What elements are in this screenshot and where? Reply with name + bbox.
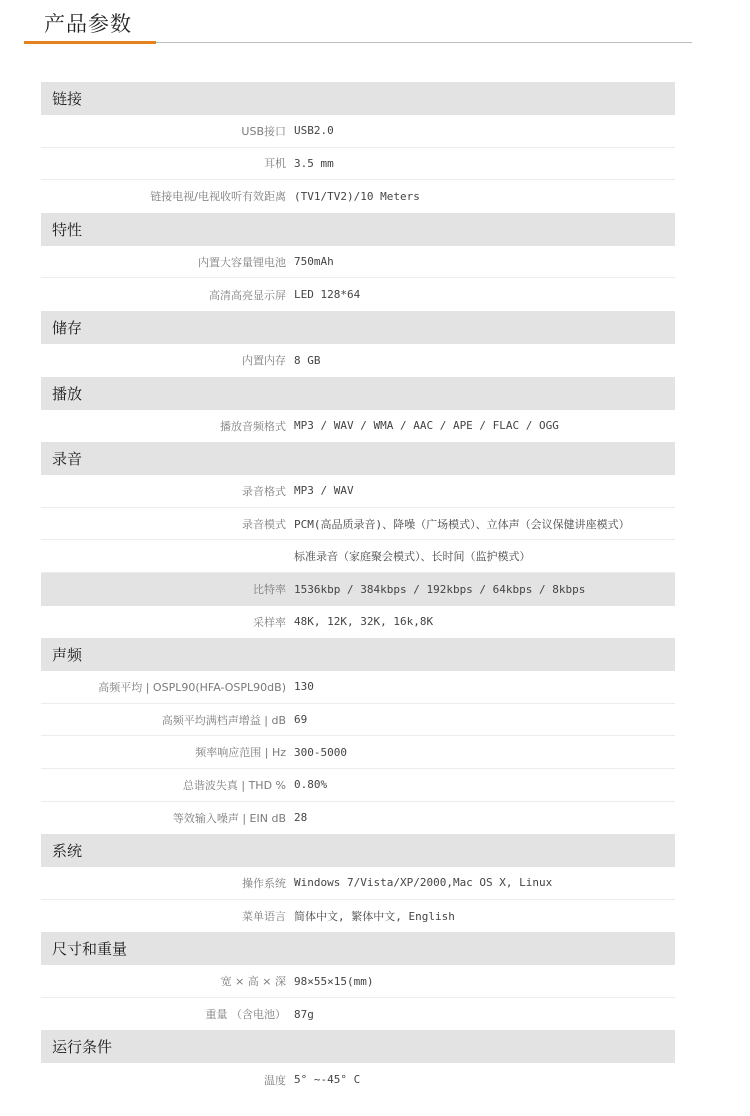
spec-label: 频率响应范围 | Hz [195,746,286,760]
spec-row [41,965,675,998]
section-heading: 特性 [41,213,675,246]
spec-row [41,246,675,279]
title-accent-bar [24,41,156,44]
spec-value: 5° ~-45° C [294,1073,361,1087]
section-heading: 声频 [41,638,675,671]
spec-row [41,867,675,900]
spec-label: 菜单语言 [242,909,286,923]
spec-value: 300-5000 [294,745,347,759]
spec-value: MP3 / WAV [294,484,354,498]
spec-row [41,344,675,377]
spec-label: 操作系统 [242,876,286,890]
spec-value: USB2.0 [294,124,334,138]
spec-label: 内置内存 [242,354,286,368]
spec-row [41,573,675,606]
spec-value: 简体中文, 繁体中文, English [294,909,455,923]
spec-label: 温度 [264,1073,286,1087]
spec-label: 播放音频格式 [220,419,286,433]
spec-row [41,278,675,311]
spec-value: 0.80% [294,778,328,792]
spec-value: 3.5 mm [294,156,334,170]
spec-row [41,704,675,737]
section-heading: 尺寸和重量 [41,932,675,965]
spec-value: 750mAh [294,255,334,269]
spec-label: 高清高亮显示屏 [209,288,286,302]
section-heading: 运行条件 [41,1030,675,1063]
spec-label: 链接电视/电视收听有效距离 [150,190,286,204]
spec-row [41,802,675,835]
spec-row [41,606,675,639]
spec-row [41,998,675,1031]
spec-label: 宽 × 高 × 深 [220,975,286,989]
spec-label: 比特率 [253,583,286,597]
section-heading: 系统 [41,834,675,867]
spec-row [41,540,675,573]
spec-label: 内置大容量锂电池 [198,255,286,269]
spec-value: MP3 / WAV / WMA / AAC / APE / FLAC / OGG [294,419,559,433]
spec-row [41,180,675,213]
spec-label: 等效输入噪声 | EIN dB [172,811,286,825]
section-heading: 链接 [41,82,675,115]
spec-value: (TV1/TV2)/10 Meters [294,189,420,203]
spec-row [41,1063,675,1096]
page-title: 产品参数 [44,12,132,36]
spec-value: Windows 7/Vista/XP/2000,Mac OS X, Linux [294,876,553,890]
spec-value: 69 [294,713,308,727]
spec-label: 高频平均满档声增益 | dB [161,713,286,727]
spec-table [41,82,675,1096]
spec-label: 高频平均 | OSPL90(HFA-OSPL90dB) [98,680,286,694]
spec-value: 98×55×15(mm) [294,974,374,988]
spec-value: 48K, 12K, 32K, 16k,8K [294,615,434,629]
spec-value: 8 GB [294,353,321,367]
spec-row [41,410,675,443]
spec-value: 130 [294,680,314,694]
spec-row [41,736,675,769]
spec-label: 总谐波失真 | THD % [182,778,286,792]
spec-label: 录音格式 [242,484,286,498]
spec-row [41,508,675,541]
section-heading: 储存 [41,311,675,344]
spec-value: 标准录音（家庭聚会模式）、长时间（监护模式） [294,550,531,564]
section-heading: 录音 [41,442,675,475]
spec-label: 采样率 [253,615,286,629]
spec-value: LED 128*64 [294,288,361,302]
spec-label: 耳机 [264,157,286,171]
spec-label: USB接口 [241,124,286,138]
section-heading: 播放 [41,377,675,410]
spec-value: 28 [294,811,308,825]
spec-value: 87g [294,1007,314,1021]
spec-value: PCM(高品质录音)、降噪（广场模式）、立体声（会议保健讲座模式） [294,517,630,531]
spec-label: 重量 （含电池） [205,1008,286,1022]
spec-label: 录音模式 [242,517,286,531]
spec-row [41,475,675,508]
spec-row [41,769,675,802]
spec-row [41,671,675,704]
spec-value: 1536kbp / 384kbps / 192kbps / 64kbps / 8kbps [294,582,586,596]
spec-row [41,115,675,148]
spec-row [41,148,675,181]
spec-row [41,900,675,933]
